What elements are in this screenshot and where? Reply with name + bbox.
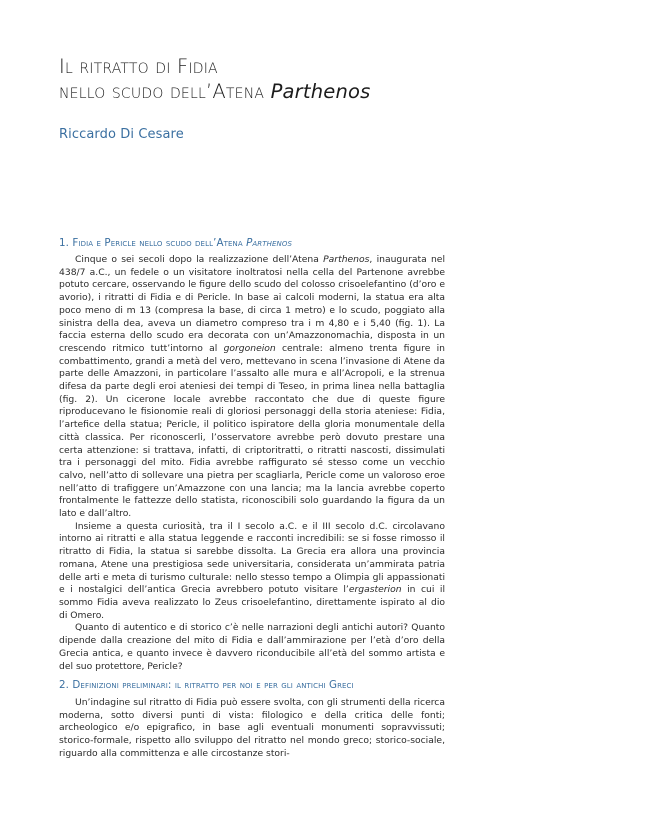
paragraph: Quanto di autentico e di storico c’è nelle narrazioni degli antichi autori? Quanto dipende dalla creazione del mito di Fidia e dall’ammirazione per l’età d’oro della Grecia antica, e quanto invece è davvero riconducibile all’età del sommo artista e del suo protettore, Pericle?	[59, 622, 445, 672]
text-run: Insieme a questa curiosità, tra il I secolo a.C. e il III secolo d.C. circolavano intorno ai ritratti e alla statua leggende e racconti incredibili: se si fosse rimosso il ritratto di Fidia, la statua si sarebbe dissolta. La Grecia era allora una provincia romana, Atene una prestigiosa sede universitaria, considerata un’ammirata patria delle arti e meta di turismo culturale: nello stesso tempo a Olimpia gli appassionati e i nostalgici dell’antica Grecia avrebbero potuto visitare l’	[59, 520, 445, 596]
section-1-body	[59, 254, 445, 673]
section-1-heading-italic: Parthenos	[246, 237, 293, 249]
italic-run: ergasterion	[348, 584, 402, 596]
author-name: Riccardo Di Cesare	[59, 127, 184, 142]
text-run: Cinque o sei secoli dopo la realizzazione dell’Atena	[75, 254, 324, 265]
paragraph	[59, 254, 445, 521]
section-1-heading	[59, 237, 449, 250]
text-run: , inaugurata nel 438/7 a.C., un fedele o un visitatore inoltratosi nella cella del Partenone avrebbe potuto cercare, osservando le figure dello scudo del colosso crisoelefantino (d’oro e avorio), i ritratti di Fidia e di Pericle. In base ai calcoli moderni, la statua era alta poco meno di m 13 (compresa la base, di circa 1 metro) e lo scudo, poggiato alla sinistra della dea, aveva un diametro compreso tra i m 4,80 e i 5,40 (fig. 1). La faccia esterna dello scudo era decorata con un’Amazzonomachia, disposta in un crescendo ritmico tutt’intorno al	[59, 254, 445, 354]
title-italic-word: Parthenos	[270, 80, 371, 103]
section-1-heading-text: 1. Fidia e Pericle nello scudo dell’Atena	[59, 237, 247, 249]
title-line-2	[59, 79, 619, 104]
text-run: centrale: almeno trenta figure in combattimento, grandi a metà del vero, mettevano in scena l’invasione di Atene da parte delle Amazzoni, in particolare l’assalto alle mura e all’Acropoli, e la strenua difesa da parte degli eroi ateniesi dei tempi di Teseo, in prima linea nella battaglia (fig. 2). Un cicerone locale avrebbe raccontato che due di queste figure riproducevano le fisionomie reali di gloriosi personaggi della storia ateniese: Fidia, l’artefice della statua; Pericle, il politico ispiratore della gloria monumentale della città classica. Per riconoscerli, l’osservatore avrebbe però dovuto prestare una certa attenzione: si trattava, infatti, di criptoritratti, o ritratti nascosti, dissimulati tra i personaggi del mito. Fidia avrebbe raffigurato sé stesso come un vecchio calvo, nell’atto di sollevare una pietra per scagliarla, Pericle come un valoroso eroe nell’atto di trafiggere un’Amazzone con una lancia; ma la lancia avrebbe coperto frontalmente le fattezze dello statista, riconoscibili solo guardando la figura da un lato e dall’altro.	[59, 342, 445, 520]
title-line-1: Il ritratto di Fidia	[59, 55, 218, 78]
italic-run: Parthenos	[323, 254, 370, 265]
paragraph	[59, 521, 445, 623]
title-line-2-text: nello scudo dell’Atena	[59, 80, 271, 103]
article-title	[59, 54, 619, 104]
paragraph: Un’indagine sul ritratto di Fidia può essere svolta, con gli strumenti della ricerca moderna, sotto diversi punti di vista: filologico e della critica delle fonti; archeologico e/o epigrafico, in base agli eventuali monumenti sopravvissuti; storico-formale, rispetto allo sviluppo del ritratto nel mondo greco; storico-sociale, riguardo alla committenza e alle circostanze stori-	[59, 697, 445, 759]
section-2-heading: 2. Definizioni preliminari: il ritratto per noi e per gli antichi Greci	[59, 679, 354, 691]
text-run: in cui il sommo Fidia aveva realizzato lo Zeus crisoelefantino, direttamente ispirato al dio di Omero.	[59, 584, 445, 621]
section-2-body	[59, 697, 445, 761]
italic-run: gorgoneion	[223, 342, 276, 354]
